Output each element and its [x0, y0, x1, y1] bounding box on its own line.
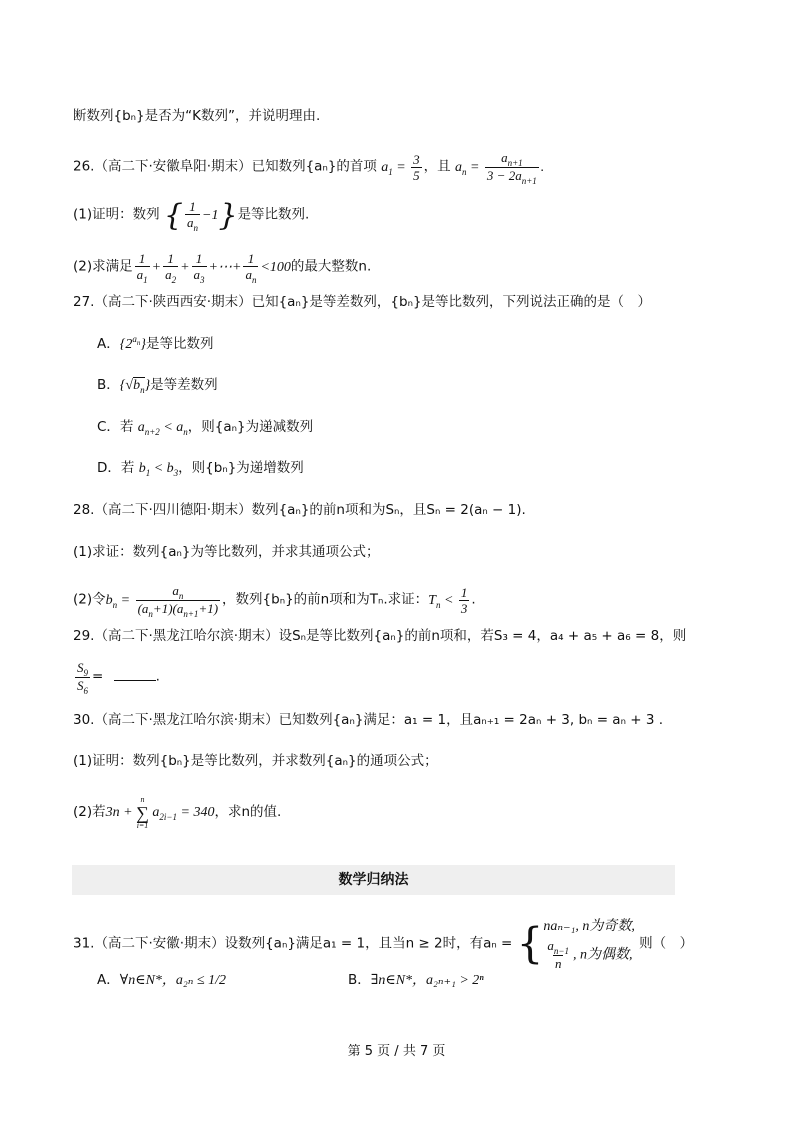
q31-stem [73, 916, 693, 971]
q28-number: 28. [73, 502, 95, 518]
q29-number: 29. [73, 628, 95, 644]
q30-part2-text: (2)若 [73, 804, 106, 821]
option-text: 若 [120, 460, 135, 476]
q30-part2-tail: ，求n的值. [214, 804, 282, 821]
q26-part1-formula: { $\frac{1}{a_n}$ −1} [163, 197, 238, 233]
option-label: C． [97, 419, 120, 435]
q26-stem [73, 150, 544, 185]
option-label: B． [97, 377, 120, 393]
q28-part2-formula: $b_n$ = $\frac{a_n}{(a_n+1)(a_{n+1}+1)}$ [105, 583, 219, 619]
section-title: 数学归纳法 [338, 872, 409, 888]
q28-source: （高二下·四川德阳·期末） [94, 502, 252, 518]
option-text-2: ，则{aₙ}为递减数列 [187, 419, 314, 435]
q30-part2-formula: 3n + n ∑ i=1 $a_{2i-1} = 340$ [105, 795, 215, 830]
section-header [72, 865, 675, 895]
q28-part1 [73, 542, 379, 562]
q28-part2 [73, 583, 476, 618]
q31-option-a[interactable] [97, 970, 226, 991]
q28-part2-tail: ，数列{bₙ}的前n项和为Tₙ.求证： [222, 591, 429, 608]
option-label: A． [97, 972, 120, 988]
option-label: D． [97, 460, 121, 476]
q26-text-b: ，且 [423, 158, 451, 175]
q27-option-b[interactable] [97, 375, 218, 396]
q29-answer-line: $\frac{S_9}{S_6}$ = . [73, 660, 160, 695]
q31-option-b[interactable] [348, 970, 484, 991]
q31-source: （高二下·安徽·期末） [94, 935, 225, 952]
q27-option-c[interactable] [97, 417, 313, 438]
q31-case-even-row: $\frac{a_{n-1}}{n}$ , n为偶数, [547, 938, 633, 971]
q27-option-d[interactable] [97, 458, 304, 479]
q29-text: 设Sₙ是等比数列{aₙ}的前n项和，若S₃ = 4，a₄ + a₅ + a₆ = 8，则 [278, 628, 687, 644]
q26-part1-text: (1)证明：数列 [73, 206, 160, 223]
q26-part2-formula: $\frac{1}{a_1}$ + $\frac{1}{a_2}$ + $\frac{1}{a_3}$ +⋯+ $\frac{1}{a_n}$ <100 [136, 251, 291, 285]
fraction-recurrence: $\frac{a_{n+1}}{3 - 2a_{n+1}}$ [486, 150, 537, 186]
q26-part2-text: (2)求满足 [73, 258, 133, 275]
q27-option-a-formula: $\{2^{a_n}\}$ [119, 334, 146, 352]
q29-ratio: $\frac{S_9}{S_6}$ [77, 660, 88, 696]
q27-source: （高二下·陕西西安·期末） [94, 294, 252, 310]
page-footer [0, 1040, 793, 1059]
q28-part2-text: (2)令 [73, 591, 106, 608]
q26-part2 [73, 251, 371, 284]
q26-source: （高二下·安徽阜阳·期末） [94, 158, 252, 175]
q30-source: （高二下·黑龙江哈尔滨·期末） [94, 712, 279, 728]
q31-case-odd: naₙ₋₁, n为奇数, [543, 919, 635, 934]
option-text: 是等差数列 [150, 377, 218, 393]
q31-case-even: , n为偶数, [572, 947, 633, 963]
q26-formula-a1: $a_1$ = $\frac{3}{5}$ [381, 152, 420, 183]
answer-blank[interactable] [114, 666, 156, 681]
q30-part2 [73, 795, 281, 831]
q28-text: 数列{aₙ}的前n项和为Sₙ，且Sₙ = 2(aₙ − 1). [251, 502, 526, 518]
option-text: ∃n∈N*，a₂ₙ₊₁ > 2ⁿ [370, 973, 484, 988]
q26-formula-an: $a_n$ = $\frac{a_{n+1}}{3 - 2a_{n+1}}$ . [454, 150, 545, 186]
q27-option-d-formula: $b_1 < b_3$ [138, 461, 179, 478]
option-text-2: ，则{bₙ}为递增数列 [178, 460, 304, 476]
q27-number: 27. [73, 294, 95, 310]
option-text: 是等比数列 [145, 336, 214, 352]
q27-option-b-formula: $\{√b_n\}$ [119, 378, 151, 395]
q26-number: 26. [73, 158, 95, 175]
option-text: 若 [119, 419, 134, 435]
q26-part2-tail: 的最大整数n. [290, 258, 372, 275]
q28-part1-text: (1)求证：数列{aₙ}为等比数列，并求其通项公式； [73, 544, 380, 560]
q31-text-a: 设数列{aₙ}满足a₁ = 1，且当n ≥ 2时，有aₙ = [224, 935, 513, 952]
q26-part1 [73, 199, 309, 232]
q30-part1-text: (1)证明：数列{bₙ}是等比数列，并求数列{aₙ}的通项公式； [73, 753, 438, 769]
q27-text: 已知{aₙ}是等差数列，{bₙ}是等比数列，下列说法正确的是（ ） [251, 294, 652, 310]
q30-number: 30. [73, 712, 95, 728]
q28-part2-ineq: $T_n$ < $\frac{1}{3}$ [428, 585, 468, 616]
q25-tail [73, 106, 320, 126]
q30-text: 已知数列{aₙ}满足：a₁ = 1，且aₙ₊₁ = 2aₙ + 3, bₙ = aₙ + 3 . [278, 712, 664, 728]
page-number: 第 5 页 / 共 7 页 [347, 1044, 446, 1059]
q31-number: 31. [73, 935, 95, 952]
q26-part1-tail: 是等比数列. [237, 206, 310, 223]
q25-tail-text: 断数列{bₙ}是否为“K数列”，并说明理由. [73, 108, 321, 124]
q29-source: （高二下·黑龙江哈尔滨·期末） [94, 628, 279, 644]
option-label: B． [348, 972, 371, 988]
q29-equals: = [92, 668, 108, 685]
q27-stem [73, 292, 651, 312]
q29-stem [73, 626, 686, 646]
q30-stem [73, 710, 663, 730]
q27-option-c-formula: $a_{n+2} < a_n$ [137, 420, 188, 437]
option-label: A． [97, 336, 120, 352]
q27-option-a[interactable] [97, 334, 213, 359]
fraction-3-5: $\frac{3}{5}$ [413, 152, 420, 183]
q30-part1 [73, 751, 438, 771]
q26-text-a: 已知数列{aₙ}的首项 [251, 158, 377, 175]
q31-piecewise: { naₙ₋₁, n为奇数, $\frac{a_{n-1}}{n}$ , n为偶数, [517, 916, 635, 971]
q28-stem [73, 500, 526, 520]
q28-part2-end: . [471, 591, 476, 608]
option-text: ∀n∈N*，a₂ₙ ≤ 1/2 [119, 973, 227, 988]
q31-text-b: 则（ ） [639, 935, 694, 952]
